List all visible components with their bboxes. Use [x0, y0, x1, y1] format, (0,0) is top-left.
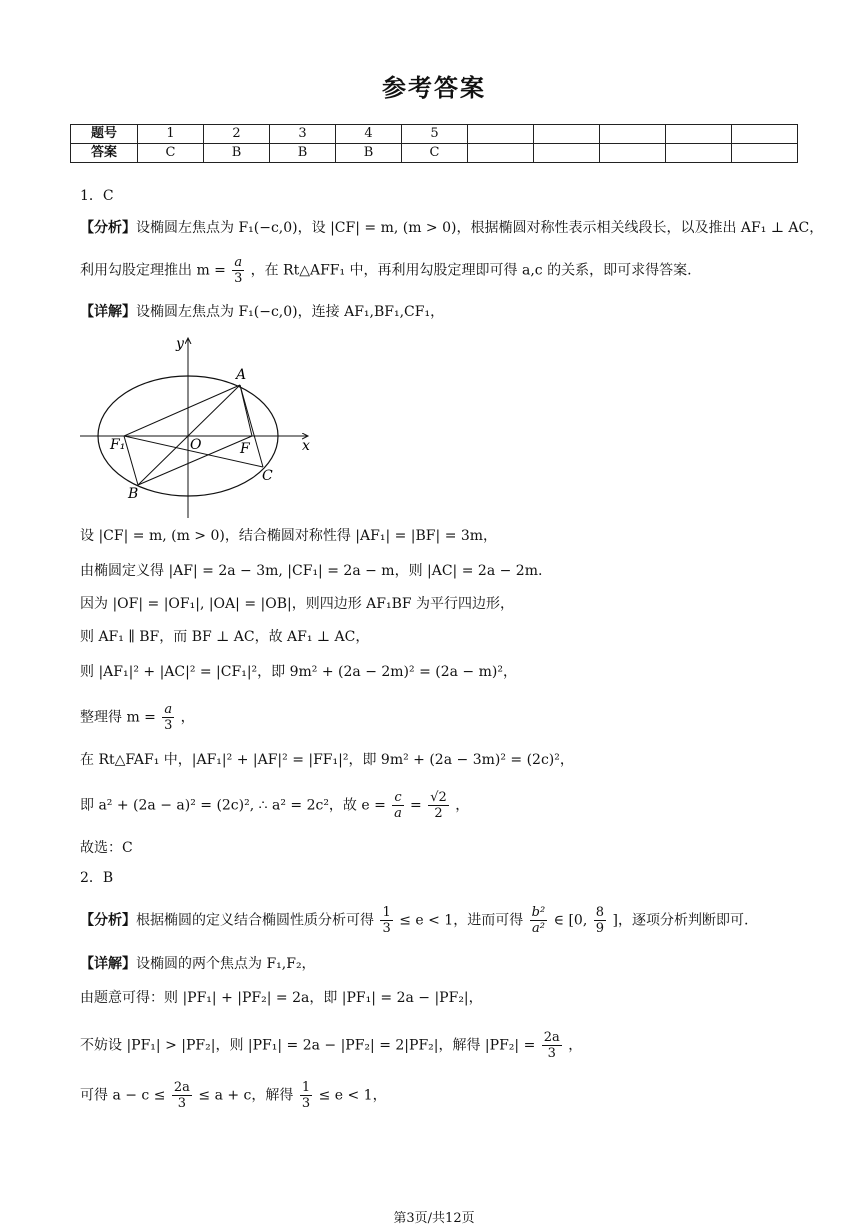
q1-step: 在 Rt△FAF₁ 中，|AF₁|² + |AF|² = |FF₁|²，即 9m² + (2a − 3m)² = (2c)²，: [80, 752, 574, 768]
fraction: [162, 702, 174, 733]
q1-step: 因为 |OF| = |OF₁|, |OA| = |OB|，则四边形 AF₁BF 为平行四边形，: [80, 596, 515, 612]
fraction: [380, 905, 392, 936]
q2-step2a: 不妨设 |PF₁| > |PF₂|，则 |PF₁| = 2a − |PF₂| = 2|PF₂|，解得 |PF₂| =: [80, 1037, 536, 1054]
fraction-numerator: b²: [531, 905, 546, 920]
q2-step-3: [80, 1080, 387, 1111]
fraction-denominator: 3: [177, 1096, 187, 1111]
fraction-denominator: a: [394, 806, 402, 821]
q1-step: 则 |AF₁|² + |AC|² = |CF₁|²，即 9m² + (2a − 2m)² = (2a − m)²，: [80, 664, 517, 680]
page-footer: 第3页/共12页: [393, 1211, 475, 1226]
q1-step-6: [80, 702, 195, 733]
table-cell: B: [336, 144, 402, 163]
detail-tag: 【详解】: [80, 304, 136, 320]
fraction: [530, 905, 548, 936]
q1-detail-text: 设椭圆左焦点为 F₁(−c,0)，连接 AF₁,BF₁,CF₁，: [136, 304, 445, 320]
analysis-tag: 【分析】: [80, 220, 136, 236]
label-y: y: [176, 336, 184, 352]
fraction: [300, 1080, 312, 1111]
label-x: x: [302, 438, 310, 454]
fraction-numerator: a: [234, 255, 243, 270]
table-cell: [732, 125, 798, 144]
table-row: [71, 144, 798, 163]
table-cell: 5: [402, 125, 468, 144]
q2-detail-text: 设椭圆的两个焦点为 F₁,F₂，: [136, 956, 316, 972]
fraction-denominator: 9: [595, 921, 605, 936]
detail-tag: 【详解】: [80, 956, 136, 972]
q1-step: 设 |CF| = m, (m > 0)，结合椭圆对称性得 |AF₁| = |BF| = 3m，: [80, 528, 498, 544]
table-cell: 4: [336, 125, 402, 144]
fraction-numerator: 2a: [173, 1080, 190, 1095]
fraction-denominator: 3: [547, 1046, 556, 1061]
fraction-denominator: 3: [382, 921, 391, 936]
fraction-numerator: 2a: [543, 1030, 560, 1045]
fraction-denominator: 3: [234, 271, 243, 286]
ellipse-diagram: [76, 332, 326, 522]
table-cell: [732, 144, 798, 163]
q1-step: 则 AF₁ ∥ BF，而 BF ⊥ AC，故 AF₁ ⊥ AC，: [80, 629, 370, 645]
q1-step8a: 即 a² + (2a − a)² = (2c)², ∴ a² = 2c²，故 e =: [80, 797, 386, 814]
label-A: A: [236, 367, 247, 383]
q1-conclusion: 故选：C: [80, 840, 133, 856]
fraction-numerator: 1: [382, 905, 391, 920]
q2-analysis-a: 根据椭圆的定义结合椭圆性质分析可得: [136, 912, 374, 929]
fraction: [392, 790, 403, 821]
table-cell: [666, 125, 732, 144]
table-cell: [534, 125, 600, 144]
q2-analysis-d: ]，逐项分析判断即可.: [612, 912, 749, 929]
table-cell: B: [204, 144, 270, 163]
q1-step8b: ，: [455, 797, 470, 814]
q1-step: 由椭圆定义得 |AF| = 2a − 3m, |CF₁| = 2a − m，则 |AC| = 2a − 2m.: [80, 563, 543, 579]
label-B: B: [128, 486, 139, 502]
table-cell: C: [138, 144, 204, 163]
table-cell: [600, 125, 666, 144]
fraction: [172, 1080, 192, 1111]
table-cell: [666, 144, 732, 163]
q1-analysis-text-2b: ，在 Rt△AFF₁ 中，再利用勾股定理即可得 a,c 的关系，即可求得答案.: [250, 262, 692, 279]
page-title: 参考答案: [382, 74, 486, 102]
fraction: [542, 1030, 562, 1061]
q2-analysis-b: ≤ e < 1，进而可得: [399, 912, 524, 929]
fraction: [594, 905, 606, 936]
table-cell: B: [270, 144, 336, 163]
q1-detail-line: [80, 302, 444, 322]
q1-heading: 1．C: [80, 188, 114, 204]
q1-analysis-line-2: [80, 255, 692, 286]
table-cell: [468, 125, 534, 144]
q1-step6a: 整理得 m =: [80, 709, 156, 726]
q2-analysis-c: ∈ [0,: [553, 912, 588, 929]
q1-analysis-text-2a: 利用勾股定理推出 m =: [80, 262, 226, 279]
q2-analysis-line: [80, 905, 748, 936]
table-cell: [468, 144, 534, 163]
q1-analysis-line: [80, 218, 823, 238]
q1-step6b: ，: [180, 709, 195, 726]
answer-table: [70, 124, 798, 163]
q2-detail-line: [80, 954, 316, 974]
table-cell: 3: [270, 125, 336, 144]
fraction-numerator: a: [164, 702, 173, 717]
label-C: C: [262, 468, 273, 484]
construction-lines: [124, 385, 263, 485]
label-F1: F₁: [110, 437, 126, 453]
label-O: O: [190, 437, 202, 453]
q2-step3a: 可得 a − c ≤: [80, 1087, 166, 1104]
table-answer-label: 答案: [71, 144, 138, 163]
fraction-denominator: 3: [301, 1096, 311, 1111]
fraction-denominator: 3: [164, 718, 173, 733]
q1-step-8: [80, 790, 469, 821]
q2-step2b: ，: [568, 1037, 583, 1054]
table-header-label: 题号: [71, 125, 138, 144]
fraction-denominator: 2: [434, 806, 443, 821]
table-cell: [534, 144, 600, 163]
table-cell: C: [402, 144, 468, 163]
q1-analysis-text-1: 设椭圆左焦点为 F₁(−c,0)，设 |CF| = m, (m > 0)，根据椭圆对称性表示相关线段长，以及推出 AF₁ ⊥ AC，: [136, 220, 824, 236]
q2-step: 由题意可得：则 |PF₁| + |PF₂| = 2a，即 |PF₁| = 2a − |PF₂|，: [80, 990, 483, 1006]
q2-step3c: ≤ e < 1，: [318, 1087, 387, 1104]
analysis-tag: 【分析】: [80, 912, 136, 929]
fraction: [428, 790, 449, 821]
table-row: [71, 125, 798, 144]
fraction-numerator: 8: [595, 905, 605, 920]
label-F: F: [240, 441, 250, 457]
fraction-denominator: a²: [531, 921, 545, 936]
table-cell: 2: [204, 125, 270, 144]
q2-step-2: [80, 1030, 582, 1061]
fraction-numerator: 1: [301, 1080, 311, 1095]
equals-sign: =: [410, 797, 422, 814]
fraction: [232, 255, 244, 286]
table-cell: [600, 144, 666, 163]
q2-step3b: ≤ a + c，解得: [198, 1087, 294, 1104]
fraction-numerator: c: [394, 790, 402, 805]
fraction-numerator: √2: [430, 790, 447, 805]
table-cell: 1: [138, 125, 204, 144]
q2-heading: 2．B: [80, 870, 114, 886]
